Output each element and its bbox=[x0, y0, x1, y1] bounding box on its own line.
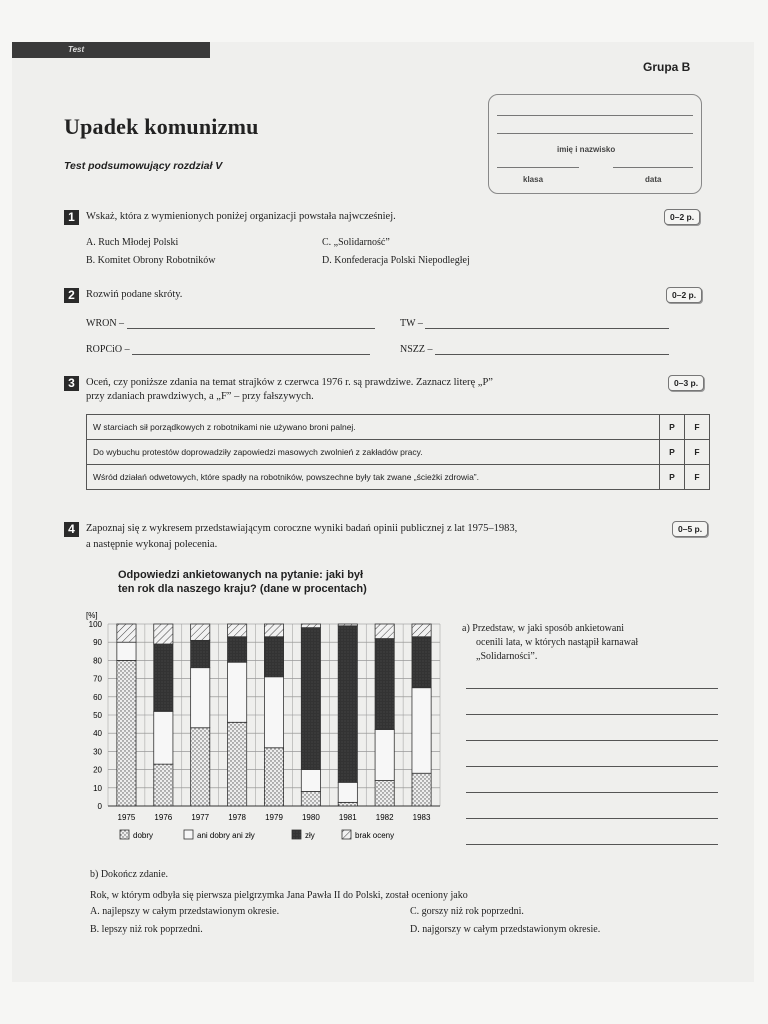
x-tick-label: 1980 bbox=[301, 813, 320, 822]
x-tick-labels bbox=[118, 813, 431, 822]
x-tick-label: 1978 bbox=[228, 813, 247, 822]
bar-segment-ani-dobry-ani-zły-1975 bbox=[117, 642, 136, 660]
bar-segment-ani-dobry-ani-zły-1981 bbox=[338, 782, 357, 802]
q4a-line-1: a) Przedstaw, w jaki sposób ankietowani bbox=[462, 623, 625, 634]
bar-segment-ani-dobry-ani-zły-1982 bbox=[375, 730, 394, 781]
legend-swatch bbox=[342, 830, 351, 839]
page-title: Upadek komunizmu bbox=[64, 114, 259, 139]
name-box bbox=[488, 94, 702, 194]
bar-segment-brak-oceny-1981 bbox=[338, 624, 357, 626]
y-tick-label: 50 bbox=[93, 711, 102, 720]
y-tick-label: 100 bbox=[88, 620, 102, 629]
bar-segment-dobry-1979 bbox=[264, 748, 283, 806]
question-4-points: 0–5 p. bbox=[672, 521, 708, 537]
answer-line[interactable] bbox=[466, 740, 718, 741]
group-label: Grupa B bbox=[643, 60, 691, 74]
q4b-option-c[interactable]: C. gorszy niż rok poprzedni. bbox=[410, 906, 524, 917]
bar-segment-dobry-1981 bbox=[338, 802, 357, 806]
bar-segment-brak-oceny-1979 bbox=[264, 624, 283, 637]
answer-line[interactable] bbox=[466, 792, 718, 793]
legend-entry: brak oceny bbox=[355, 831, 395, 840]
q2-item-wron bbox=[86, 318, 375, 329]
q2-item-tw bbox=[400, 318, 669, 329]
statement-3-true[interactable]: P bbox=[660, 465, 685, 490]
q2-item-ropcio bbox=[86, 344, 370, 355]
x-tick-label: 1975 bbox=[117, 813, 136, 822]
legend-swatch bbox=[120, 830, 129, 839]
q4b-option-b[interactable]: B. lepszy niż rok poprzedni. bbox=[90, 924, 203, 935]
q1-option-d[interactable]: D. Konfederacja Polski Niepodległej bbox=[322, 255, 470, 266]
bar-segment-dobry-1980 bbox=[301, 791, 320, 806]
q2-item-tw-label: TW – bbox=[400, 318, 423, 329]
stacked-bar-chart bbox=[80, 606, 450, 856]
x-tick-label: 1981 bbox=[338, 813, 357, 822]
q4a-line-3: „Solidarności”. bbox=[476, 651, 538, 662]
bar-segment-brak-oceny-1977 bbox=[191, 624, 210, 640]
bar-segment-dobry-1977 bbox=[191, 728, 210, 806]
bar-segment-ani-dobry-ani-zły-1980 bbox=[301, 770, 320, 792]
legend-swatch bbox=[292, 830, 301, 839]
chart-legend bbox=[120, 830, 394, 840]
bar-segment-ani-dobry-ani-zły-1978 bbox=[228, 662, 247, 722]
answer-line[interactable] bbox=[466, 766, 718, 767]
chart-title bbox=[118, 568, 367, 596]
statement-2-false[interactable]: F bbox=[685, 440, 710, 465]
question-1-number: 1 bbox=[64, 210, 79, 225]
q1-option-a[interactable]: A. Ruch Młodej Polski bbox=[86, 237, 179, 248]
bar-segment-ani-dobry-ani-zły-1976 bbox=[154, 711, 173, 764]
y-tick-label: 30 bbox=[93, 747, 102, 757]
x-tick-label: 1982 bbox=[375, 813, 394, 822]
y-tick-label: 80 bbox=[93, 656, 102, 666]
statement-3: Wśród działań odwetowych, które spadły na robotników, powszechne były tak zwane „ścieżki zdrowia”. bbox=[87, 465, 660, 490]
y-axis-label: [%] bbox=[86, 611, 98, 620]
bar-segment-zły-1982 bbox=[375, 639, 394, 730]
q1-option-c[interactable]: C. „Solidarność” bbox=[322, 237, 390, 248]
y-tick-label: 90 bbox=[93, 638, 102, 648]
answer-line[interactable] bbox=[466, 818, 718, 819]
chart-title-line-1: Odpowiedzi ankietowanych na pytanie: jaki był bbox=[118, 569, 364, 581]
bar-segment-brak-oceny-1982 bbox=[375, 624, 394, 639]
bar-segment-zły-1979 bbox=[264, 637, 283, 677]
bar-segment-ani-dobry-ani-zły-1977 bbox=[191, 668, 210, 728]
q4a-line-2: ocenili lata, w których nastąpił karnawał bbox=[476, 637, 639, 648]
q1-option-b[interactable]: B. Komitet Obrony Robotników bbox=[86, 255, 216, 266]
y-tick-label: 20 bbox=[93, 765, 102, 775]
statement-2-true[interactable]: P bbox=[660, 440, 685, 465]
bar-segment-zły-1978 bbox=[228, 637, 247, 662]
question-4b-sentence: Rok, w którym odbyła się pierwsza pielgrzymka Jana Pawła II do Polski, został oceniony jako bbox=[90, 890, 468, 901]
question-4b-title: b) Dokończ zdanie. bbox=[90, 869, 169, 880]
y-tick-label: 40 bbox=[93, 729, 102, 739]
legend-swatch bbox=[184, 830, 193, 839]
bar-segment-ani-dobry-ani-zły-1979 bbox=[264, 677, 283, 748]
question-3-text-line-2: przy zdaniach prawdziwych, a „F” – przy fałszywych. bbox=[86, 391, 314, 402]
class-label: klasa bbox=[523, 175, 544, 184]
q2-item-wron-label: WRON – bbox=[86, 318, 125, 329]
true-false-table bbox=[86, 414, 710, 490]
answer-line[interactable] bbox=[466, 844, 718, 845]
q2-item-nszz-label: NSZZ – bbox=[400, 344, 433, 355]
question-4-number: 4 bbox=[64, 522, 79, 537]
bar-segment-brak-oceny-1975 bbox=[117, 624, 136, 642]
bar-segment-brak-oceny-1980 bbox=[301, 624, 320, 628]
bar-segment-zły-1980 bbox=[301, 628, 320, 770]
question-2-text: Rozwiń podane skróty. bbox=[86, 289, 183, 300]
question-4-text-line-2: a następnie wykonaj polecenia. bbox=[86, 539, 218, 550]
question-3-text-line-1: Oceń, czy poniższe zdania na temat strajków z czerwca 1976 r. są prawdziwe. Zaznacz literę „P” bbox=[86, 377, 493, 388]
chart-title-line-2: ten rok dla naszego kraju? (dane w procentach) bbox=[118, 583, 367, 595]
statement-3-false[interactable]: F bbox=[685, 465, 710, 490]
y-tick-label: 10 bbox=[93, 783, 102, 793]
answer-line[interactable] bbox=[466, 688, 718, 689]
x-tick-label: 1979 bbox=[265, 813, 283, 822]
table-row bbox=[87, 465, 710, 490]
question-1-points: 0–2 p. bbox=[664, 209, 700, 225]
question-2-points: 0–2 p. bbox=[666, 287, 702, 303]
q4b-option-d[interactable]: D. najgorszy w całym przedstawionym okresie. bbox=[410, 924, 601, 935]
question-3-points: 0–3 p. bbox=[668, 375, 704, 391]
bar-segment-brak-oceny-1983 bbox=[412, 624, 431, 637]
date-label: data bbox=[645, 175, 662, 184]
question-3-number: 3 bbox=[64, 376, 79, 391]
table-row bbox=[87, 440, 710, 465]
legend-entry: ani dobry ani zły bbox=[197, 831, 255, 840]
bar-segment-dobry-1978 bbox=[228, 722, 247, 806]
legend-entry: dobry bbox=[133, 831, 154, 840]
q2-answer-tw[interactable] bbox=[425, 328, 669, 329]
bar-segment-zły-1983 bbox=[412, 637, 431, 688]
question-2-number: 2 bbox=[64, 288, 79, 303]
q2-answer-wron[interactable] bbox=[127, 328, 375, 329]
bar-segment-dobry-1975 bbox=[117, 660, 136, 806]
statement-2: Do wybuchu protestów doprowadziły zapowiedzi masowych zwolnień z zakładów pracy. bbox=[87, 440, 660, 465]
question-4a bbox=[462, 622, 638, 664]
bar-segment-ani-dobry-ani-zły-1983 bbox=[412, 688, 431, 774]
y-tick-labels bbox=[89, 620, 103, 811]
bar-segment-brak-oceny-1976 bbox=[154, 624, 173, 644]
statement-1-false[interactable]: F bbox=[685, 415, 710, 440]
answer-line[interactable] bbox=[466, 714, 718, 715]
question-1-text: Wskaż, która z wymienionych poniżej organizacji powstała najwcześniej. bbox=[86, 211, 396, 222]
q2-item-ropcio-label: ROPCiO – bbox=[86, 344, 130, 355]
legend-entry: zły bbox=[305, 831, 315, 840]
bar-segment-zły-1981 bbox=[338, 626, 357, 783]
q2-answer-nszz[interactable] bbox=[435, 354, 669, 355]
name-label: imię i nazwisko bbox=[557, 145, 616, 154]
bar-segment-dobry-1976 bbox=[154, 764, 173, 806]
bar-segment-zły-1976 bbox=[154, 644, 173, 711]
bar-segment-dobry-1983 bbox=[412, 773, 431, 806]
x-tick-label: 1977 bbox=[191, 813, 210, 822]
page-subtitle: Test podsumowujący rozdział V bbox=[64, 160, 223, 172]
statement-1: W starciach sił porządkowych z robotnikami nie używano broni palnej. bbox=[87, 415, 660, 440]
x-tick-label: 1976 bbox=[154, 813, 173, 822]
y-tick-label: 0 bbox=[97, 802, 102, 811]
bar-segment-zły-1977 bbox=[191, 640, 210, 667]
strip-label: Test bbox=[68, 45, 85, 54]
bar-segment-dobry-1982 bbox=[375, 781, 394, 806]
header-strip bbox=[12, 42, 210, 58]
statement-1-true[interactable]: P bbox=[660, 415, 685, 440]
chart-bars bbox=[117, 624, 431, 806]
table-row bbox=[87, 415, 710, 440]
x-tick-label: 1983 bbox=[412, 813, 431, 822]
q2-answer-ropcio[interactable] bbox=[132, 354, 370, 355]
bar-segment-brak-oceny-1978 bbox=[228, 624, 247, 637]
q4b-option-a[interactable]: A. najlepszy w całym przedstawionym okresie. bbox=[90, 906, 280, 917]
y-tick-label: 70 bbox=[93, 674, 102, 684]
q2-item-nszz bbox=[400, 344, 669, 355]
question-4-text-line-1: Zapoznaj się z wykresem przedstawiającym coroczne wyniki badań opinii publicznej z lat 1975–1983, bbox=[86, 523, 518, 534]
y-tick-label: 60 bbox=[93, 692, 102, 702]
